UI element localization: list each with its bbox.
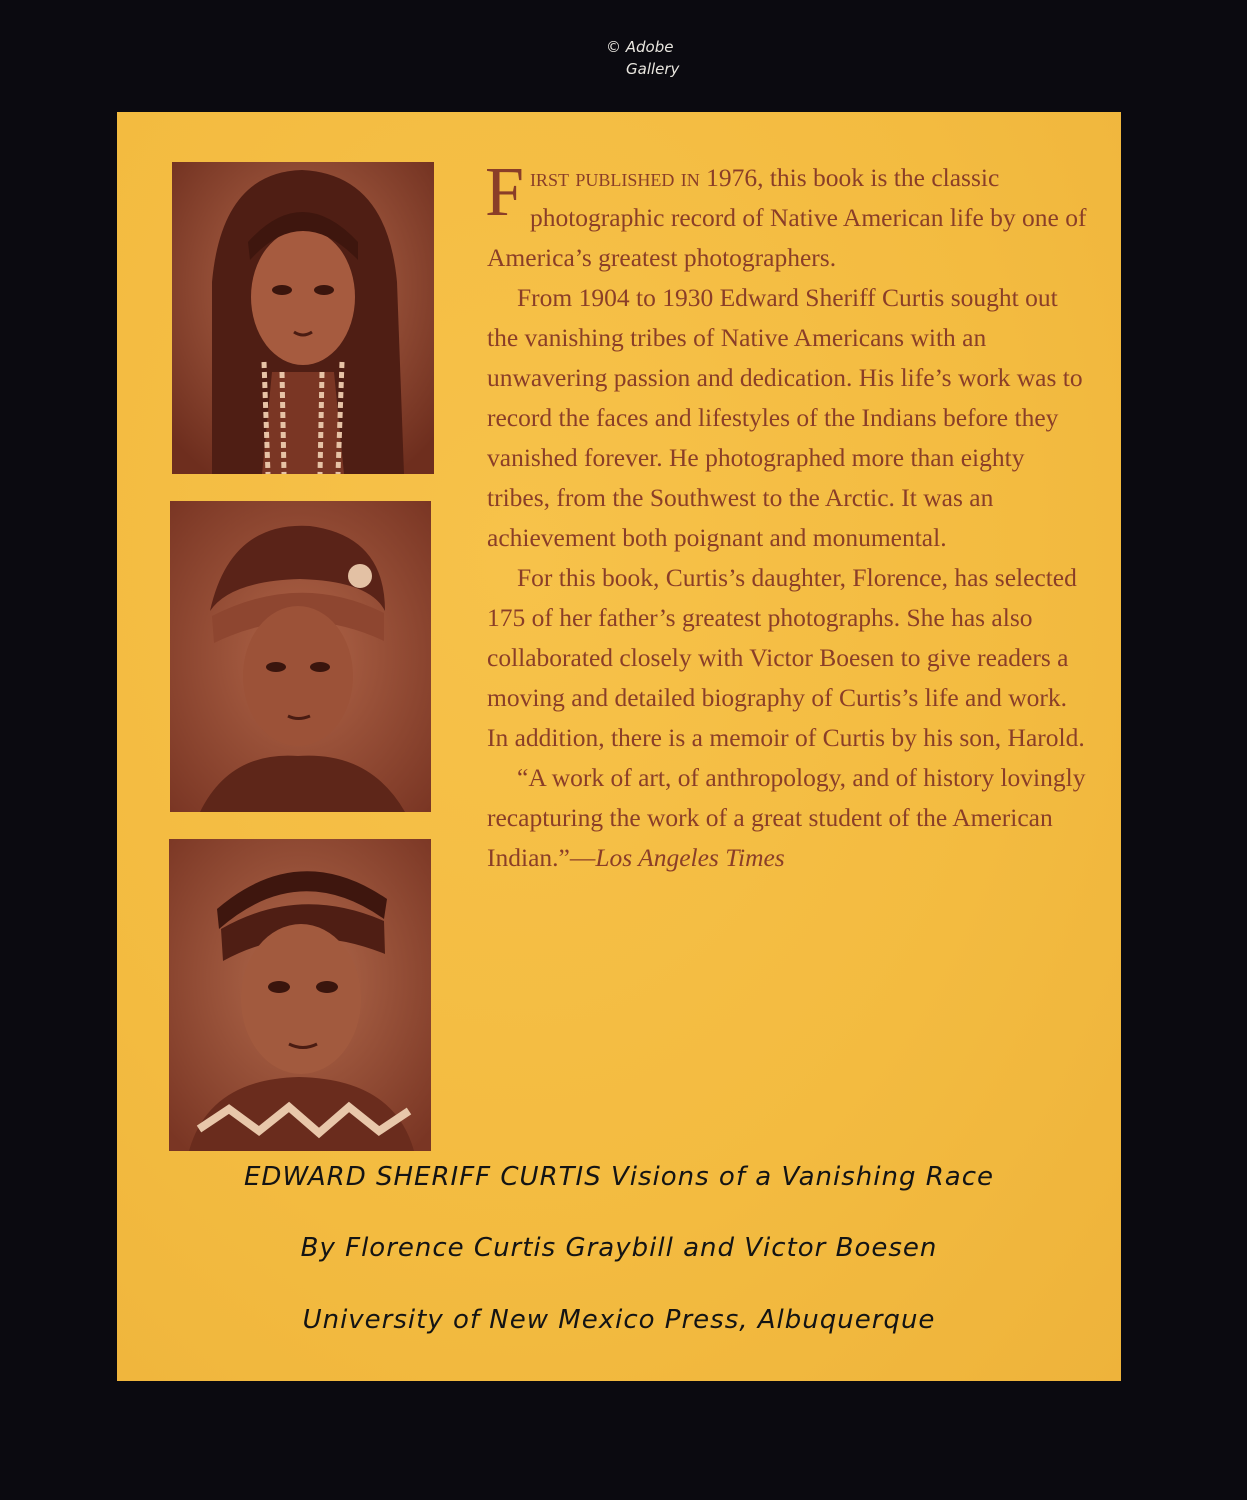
watermark-line-1: © Adobe — [606, 38, 674, 56]
description-paragraph-2: From 1904 to 1930 Edward Sheriff Curtis sought out the vanishing tribes of Native Americans with an unwavering passion and dedication. His life’s work was to record the faces and lifestyles of the Indians before they vanished forever. He photographed more than eighty tribes, from the Southwest to the Arctic. It was an achievement both poignant and monumental. — [487, 283, 1083, 552]
portrait-photo-man-headband — [169, 839, 431, 1151]
description-paragraph-1 — [485, 154, 1087, 278]
copyright-watermark — [596, 36, 706, 80]
review-quote — [487, 758, 1087, 878]
paragraph-1-text: 1976, this book is the classic photographic record of Native American life by one of America’s greatest photographers. — [487, 163, 1087, 272]
description-paragraph-3: For this book, Curtis’s daughter, Florence, has selected 175 of her father’s greatest photographs. She has also collaborated closely with Victor Boesen to give readers a moving and detailed biography of Curtis’s life and work. In addition, there is a memoir of Curtis by his son, Harold. — [487, 563, 1085, 752]
portrait-photo-girl — [172, 162, 434, 474]
portrait-photo-young-man — [170, 501, 431, 812]
drop-cap: F — [485, 154, 524, 231]
book-description — [485, 154, 1087, 878]
book-back-cover — [117, 112, 1121, 1381]
watermark-line-2: Gallery — [626, 60, 680, 78]
lead-small-caps: irst published in — [529, 163, 700, 192]
quote-text: “A work of art, of anthropology, and of history lovingly recapturing the work of a great student of the American Indian.”— — [487, 763, 1086, 872]
book-title-caption: EDWARD SHERIFF CURTIS Visions of a Vanishing Race — [244, 1162, 994, 1192]
authors-caption: By Florence Curtis Graybill and Victor Boesen — [300, 1233, 938, 1263]
publisher-caption: University of New Mexico Press, Albuquerque — [302, 1305, 936, 1335]
quote-source: Los Angeles Times — [595, 843, 785, 872]
